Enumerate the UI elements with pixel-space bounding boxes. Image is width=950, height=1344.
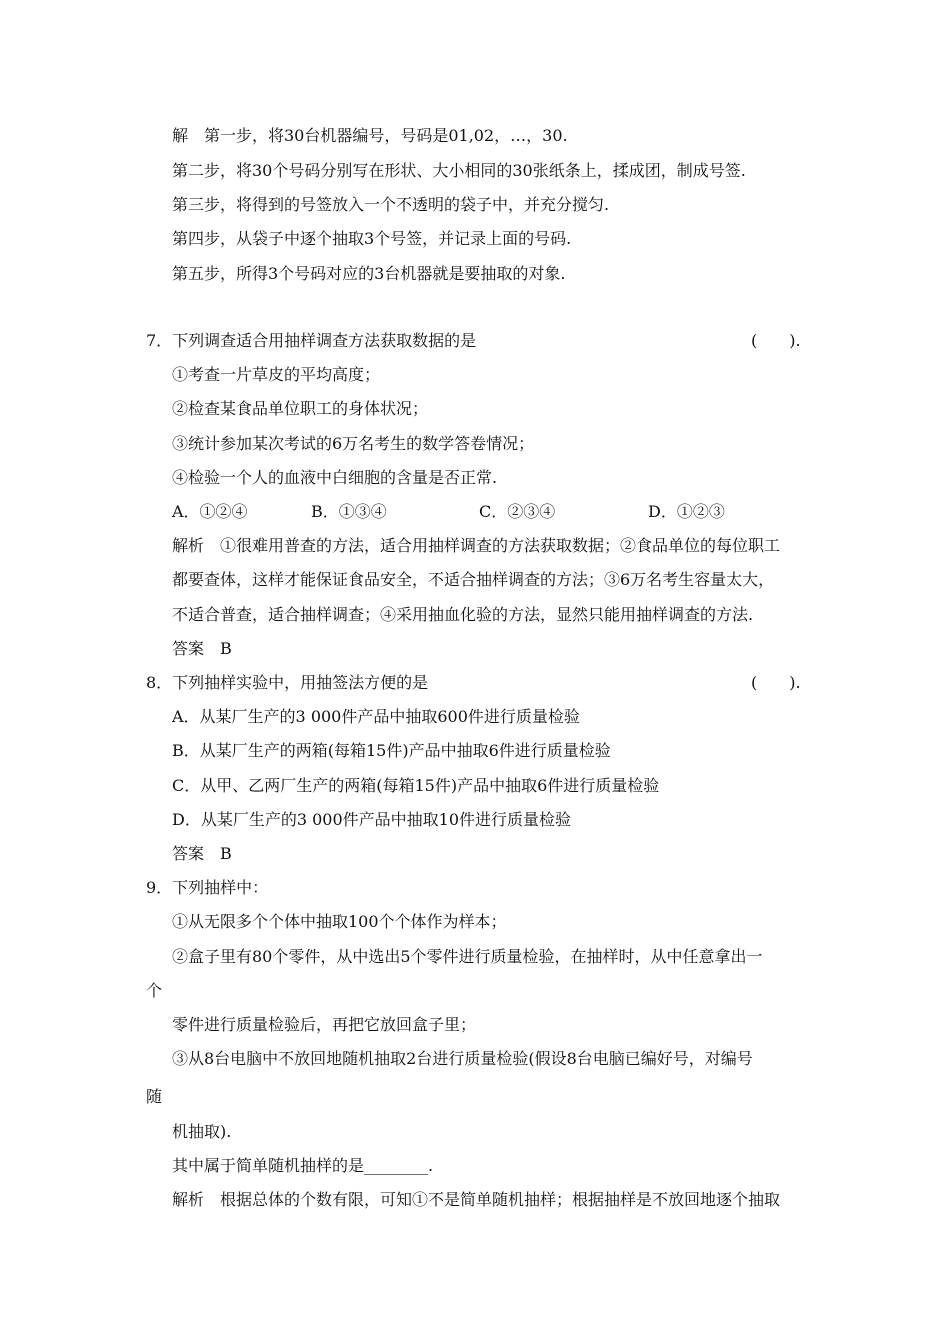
question-9-question: 其中属于简单随机抽样的是________. [172,1156,434,1175]
question-9-item-3-line-1: ③从8台电脑中不放回地随机抽取2台进行质量检验(假设8台电脑已编好号，对编号 [172,1049,753,1068]
question-8-answer: 答案 B [172,844,232,863]
question-7-option-c: C．②③④ [479,502,556,521]
question-8-stem: 8．下列抽样实验中，用抽签法方便的是 [146,673,429,692]
question-7-item-3: ③统计参加某次考试的6万名考生的数学答卷情况； [172,434,535,453]
question-9-item-2-line-2: 个 [146,981,163,1000]
question-9-item-2-line-1: ②盒子里有80个零件，从中选出5个零件进行质量检验，在抽样时，从中任意拿出一 [172,947,763,966]
question-9-item-1: ①从无限多个个体中抽取100个个体作为样本； [172,912,507,931]
question-9-item-3-line-2: 随 [146,1087,163,1106]
solution-step-1: 解 第一步，将30台机器编号，号码是01,02，…，30. [172,126,568,145]
question-7-analysis-line-3: 不适合普查，适合抽样调查；④采用抽血化验的方法，显然只能用抽样调查的方法. [172,605,754,624]
question-7-item-2: ②检查某食品单位职工的身体状况； [172,399,429,418]
question-9-item-2-line-3: 零件进行质量检验后，再把它放回盒子里； [172,1015,477,1034]
solution-step-4: 第四步，从袋子中逐个抽取3个号签，并记录上面的号码. [172,229,572,248]
question-7-option-b: B．①③④ [311,502,387,521]
solution-step-2: 第二步，将30个号码分别写在形状、大小相同的30张纸条上，揉成团，制成号签. [172,161,746,180]
question-8-option-a: A．从某厂生产的3 000件产品中抽取600件进行质量检验 [172,707,580,726]
question-8-option-d: D．从某厂生产的3 000件产品中抽取10件进行质量检验 [172,810,571,829]
question-7-item-1: ①考查一片草皮的平均高度； [172,365,381,384]
question-7-analysis-line-1: 解析 ①很难用普查的方法，适合用抽样调查的方法获取数据；②食品单位的每位职工 [172,536,781,555]
question-8-option-b: B．从某厂生产的两箱(每箱15件)产品中抽取6件进行质量检验 [172,741,611,760]
question-9-item-3-line-3: 机抽取). [172,1122,232,1141]
question-7-option-a: A．①②④ [172,502,248,521]
question-8-answer-bracket: ( ). [751,673,801,692]
question-7-answer: 答案 B [172,639,232,658]
solution-step-5: 第五步，所得3个号码对应的3台机器就是要抽取的对象. [172,264,566,283]
question-8-option-c: C．从甲、乙两厂生产的两箱(每箱15件)产品中抽取6件进行质量检验 [172,776,660,795]
solution-step-3: 第三步，将得到的号签放入一个不透明的袋子中，并充分搅匀. [172,195,610,214]
question-7-analysis-line-2: 都要查体，这样才能保证食品安全，不适合抽样调查的方法；③6万名考生容量太大， [172,570,775,589]
question-7-option-d: D．①②③ [648,502,725,521]
question-9-stem: 9．下列抽样中： [146,878,269,897]
question-7-item-4: ④检验一个人的血液中白细胞的含量是否正常. [172,468,498,487]
question-7-stem: 7．下列调查适合用抽样调查方法获取数据的是 [146,331,477,350]
question-9-analysis: 解析 根据总体的个数有限，可知①不是简单随机抽样；根据抽样是不放回地逐个抽取 [172,1190,781,1209]
question-7-answer-bracket: ( ). [751,331,801,350]
